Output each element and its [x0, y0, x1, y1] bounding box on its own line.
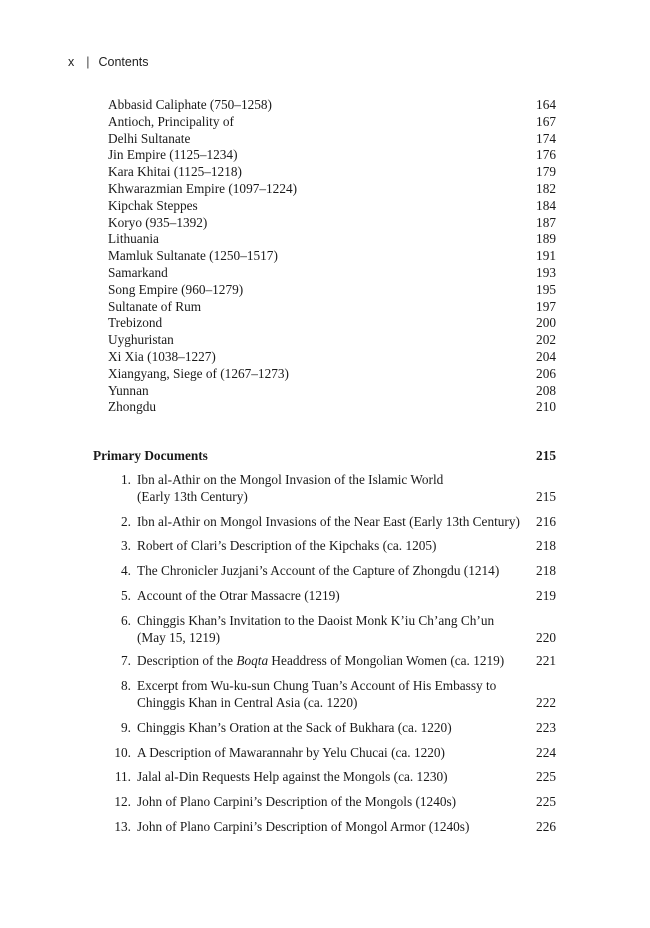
document-line: Excerpt from Wu-ku-sun Chung Tuan’s Account of His Embassy to: [137, 678, 497, 694]
toc-entry: [108, 181, 556, 198]
toc-entry: [108, 248, 556, 265]
document-line: [137, 630, 556, 647]
toc-entry: [108, 366, 556, 383]
document-item: [108, 745, 556, 762]
entry-page: 174: [536, 130, 556, 146]
document-number: 4.: [121, 563, 131, 579]
document-text: [131, 588, 556, 605]
document-item: [108, 819, 556, 836]
document-page: 215: [536, 488, 556, 504]
document-title: (May 15, 1219): [137, 629, 221, 645]
toc-entry: [108, 349, 556, 366]
entry-page: 197: [536, 298, 556, 314]
document-line: [137, 588, 556, 605]
entry-title: Kara Khitai (1125–1218): [108, 164, 242, 180]
entry-title: Khwarazmian Empire (1097–1224): [108, 180, 298, 196]
document-line: [137, 489, 556, 506]
entry-page: 191: [536, 248, 556, 264]
entry-title: Lithuania: [108, 231, 159, 247]
title-text: Headdress of Mongolian Women (ca. 1219): [268, 653, 505, 669]
document-title: The Chronicler Juzjani’s Account of the Capture of Zhongdu (1214): [137, 563, 500, 579]
entry-page: 202: [536, 332, 556, 348]
entry-page: 204: [536, 348, 556, 364]
document-page: 218: [536, 538, 556, 554]
document-title: Robert of Clari’s Description of the Kipchaks (ca. 1205): [137, 538, 437, 554]
document-item: [108, 720, 556, 737]
entry-page: 176: [536, 147, 556, 163]
toc-entry: [108, 114, 556, 131]
entry-title: Yunnan: [108, 382, 149, 398]
document-title: Chinggis Khan’s Oration at the Sack of Bukhara (ca. 1220): [137, 719, 452, 735]
document-title: A Description of Mawarannahr by Yelu Chucai (ca. 1220): [137, 744, 445, 760]
document-page: 222: [536, 694, 556, 710]
document-page: 220: [536, 629, 556, 645]
document-text: [131, 819, 556, 836]
entry-page: 167: [536, 113, 556, 129]
document-text: [131, 514, 556, 531]
document-page: 226: [536, 818, 556, 834]
document-title: (Early 13th Century): [137, 488, 248, 504]
document-item: [108, 563, 556, 580]
document-item: [108, 588, 556, 605]
document-number: 8.: [121, 678, 131, 694]
entry-list: [108, 97, 556, 416]
document-text: [131, 472, 556, 506]
document-text: [131, 769, 556, 786]
title-italic: Boqta: [236, 653, 269, 669]
section-title: Primary Documents: [93, 448, 208, 463]
folio: x: [68, 55, 75, 69]
document-number: 9.: [121, 719, 131, 735]
document-page: 225: [536, 794, 556, 810]
entry-page: 210: [536, 399, 556, 415]
entry-title: Zhongdu: [108, 399, 157, 415]
toc-entry: [108, 315, 556, 332]
entry-page: 195: [536, 281, 556, 297]
toc-entry: [108, 399, 556, 416]
document-text: [131, 794, 556, 811]
document-line: Chinggis Khan’s Invitation to the Daoist Monk K’iu Ch’ang Ch’un: [137, 612, 495, 628]
document-line: Ibn al-Athir on the Mongol Invasion of the Islamic World: [137, 472, 444, 487]
document-number: 10.: [114, 744, 131, 760]
toc-entry: [108, 131, 556, 148]
entry-title: Xiangyang, Siege of (1267–1273): [108, 365, 289, 381]
document-line: [137, 720, 556, 737]
document-number: 2.: [121, 513, 131, 529]
document-line: [137, 514, 556, 531]
document-title: Account of the Otrar Massacre (1219): [137, 587, 340, 603]
document-number: 11.: [114, 769, 131, 785]
document-text: [131, 745, 556, 762]
entry-page: 179: [536, 164, 556, 180]
document-item: [108, 538, 556, 555]
document-text: [131, 720, 556, 737]
document-number: 12.: [114, 794, 131, 810]
document-number: 7.: [121, 653, 131, 669]
entry-title: Song Empire (960–1279): [108, 281, 244, 297]
entry-title: Samarkand: [108, 264, 168, 280]
document-text: [131, 538, 556, 555]
entry-page: 164: [536, 97, 556, 112]
entry-page: 193: [536, 264, 556, 280]
running-head: [68, 55, 149, 69]
entry-title: Xi Xia (1038–1227): [108, 348, 216, 364]
document-line: [137, 653, 556, 670]
toc-entry: [108, 332, 556, 349]
document-page: 219: [536, 587, 556, 603]
toc-entry: [108, 282, 556, 299]
document-item: [108, 678, 556, 712]
entry-page: 189: [536, 231, 556, 247]
document-list: [108, 472, 556, 836]
document-title: Ibn al-Athir on Mongol Invasions of the Near East (Early 13th Century): [137, 513, 520, 529]
document-line: [137, 538, 556, 555]
document-page: 221: [536, 653, 556, 669]
entry-page: 182: [536, 180, 556, 196]
document-text: [131, 613, 556, 647]
document-page: 223: [536, 719, 556, 735]
entry-title: Sultanate of Rum: [108, 298, 202, 314]
document-text: [131, 678, 556, 712]
document-title: John of Plano Carpini’s Description of Mongol Armor (1240s): [137, 818, 470, 834]
document-number: 6.: [121, 612, 131, 628]
document-page: 224: [536, 744, 556, 760]
document-item: [108, 653, 556, 670]
section-heading: [93, 448, 556, 464]
document-number: 3.: [121, 538, 131, 554]
entry-title: Delhi Sultanate: [108, 130, 191, 146]
title-text: Description of the: [137, 653, 237, 669]
entry-title: Abbasid Caliphate (750–1258): [108, 97, 272, 112]
document-number: 1.: [121, 472, 131, 487]
document-text: [131, 563, 556, 580]
entry-title: Antioch, Principality of: [108, 113, 234, 129]
document-item: [108, 769, 556, 786]
document-line: [137, 794, 556, 811]
entry-page: 200: [536, 315, 556, 331]
document-number: 5.: [121, 587, 131, 603]
document-line: [137, 769, 556, 786]
document-number: 13.: [114, 818, 131, 834]
document-title: [137, 653, 504, 670]
document-line: [137, 819, 556, 836]
entry-title: Trebizond: [108, 315, 163, 331]
entry-page: 184: [536, 197, 556, 213]
entry-title: Uyghuristan: [108, 332, 174, 348]
document-page: 225: [536, 769, 556, 785]
document-item: [108, 472, 556, 506]
toc-entry: [108, 147, 556, 164]
document-text: [131, 653, 556, 670]
document-item: [108, 794, 556, 811]
document-line: [137, 695, 556, 712]
document-title: Jalal al-Din Requests Help against the Mongols (ca. 1230): [137, 769, 448, 785]
toc-entry: [108, 164, 556, 181]
document-title: Chinggis Khan in Central Asia (ca. 1220): [137, 694, 358, 710]
toc-entry: [108, 299, 556, 316]
entry-title: Mamluk Sultanate (1250–1517): [108, 248, 278, 264]
entry-title: Kipchak Steppes: [108, 197, 198, 213]
section-page: 215: [536, 448, 556, 463]
document-item: [108, 514, 556, 531]
toc-entry: [108, 383, 556, 400]
toc-entry: [108, 215, 556, 232]
document-line: [137, 563, 556, 580]
document-item: [108, 613, 556, 647]
toc-entry: [108, 97, 556, 114]
entry-page: 187: [536, 214, 556, 230]
toc-entry: [108, 198, 556, 215]
running-title: Contents: [98, 55, 149, 69]
toc-entry: [108, 265, 556, 282]
entry-title: Koryo (935–1392): [108, 214, 208, 230]
document-line: [137, 745, 556, 762]
toc-entry: [108, 231, 556, 248]
header-separator: |: [86, 55, 90, 69]
entry-title: Jin Empire (1125–1234): [108, 147, 238, 163]
document-page: 216: [536, 513, 556, 529]
document-page: 218: [536, 563, 556, 579]
document-title: John of Plano Carpini’s Description of the Mongols (1240s): [137, 794, 457, 810]
entry-page: 208: [536, 382, 556, 398]
entry-page: 206: [536, 365, 556, 381]
